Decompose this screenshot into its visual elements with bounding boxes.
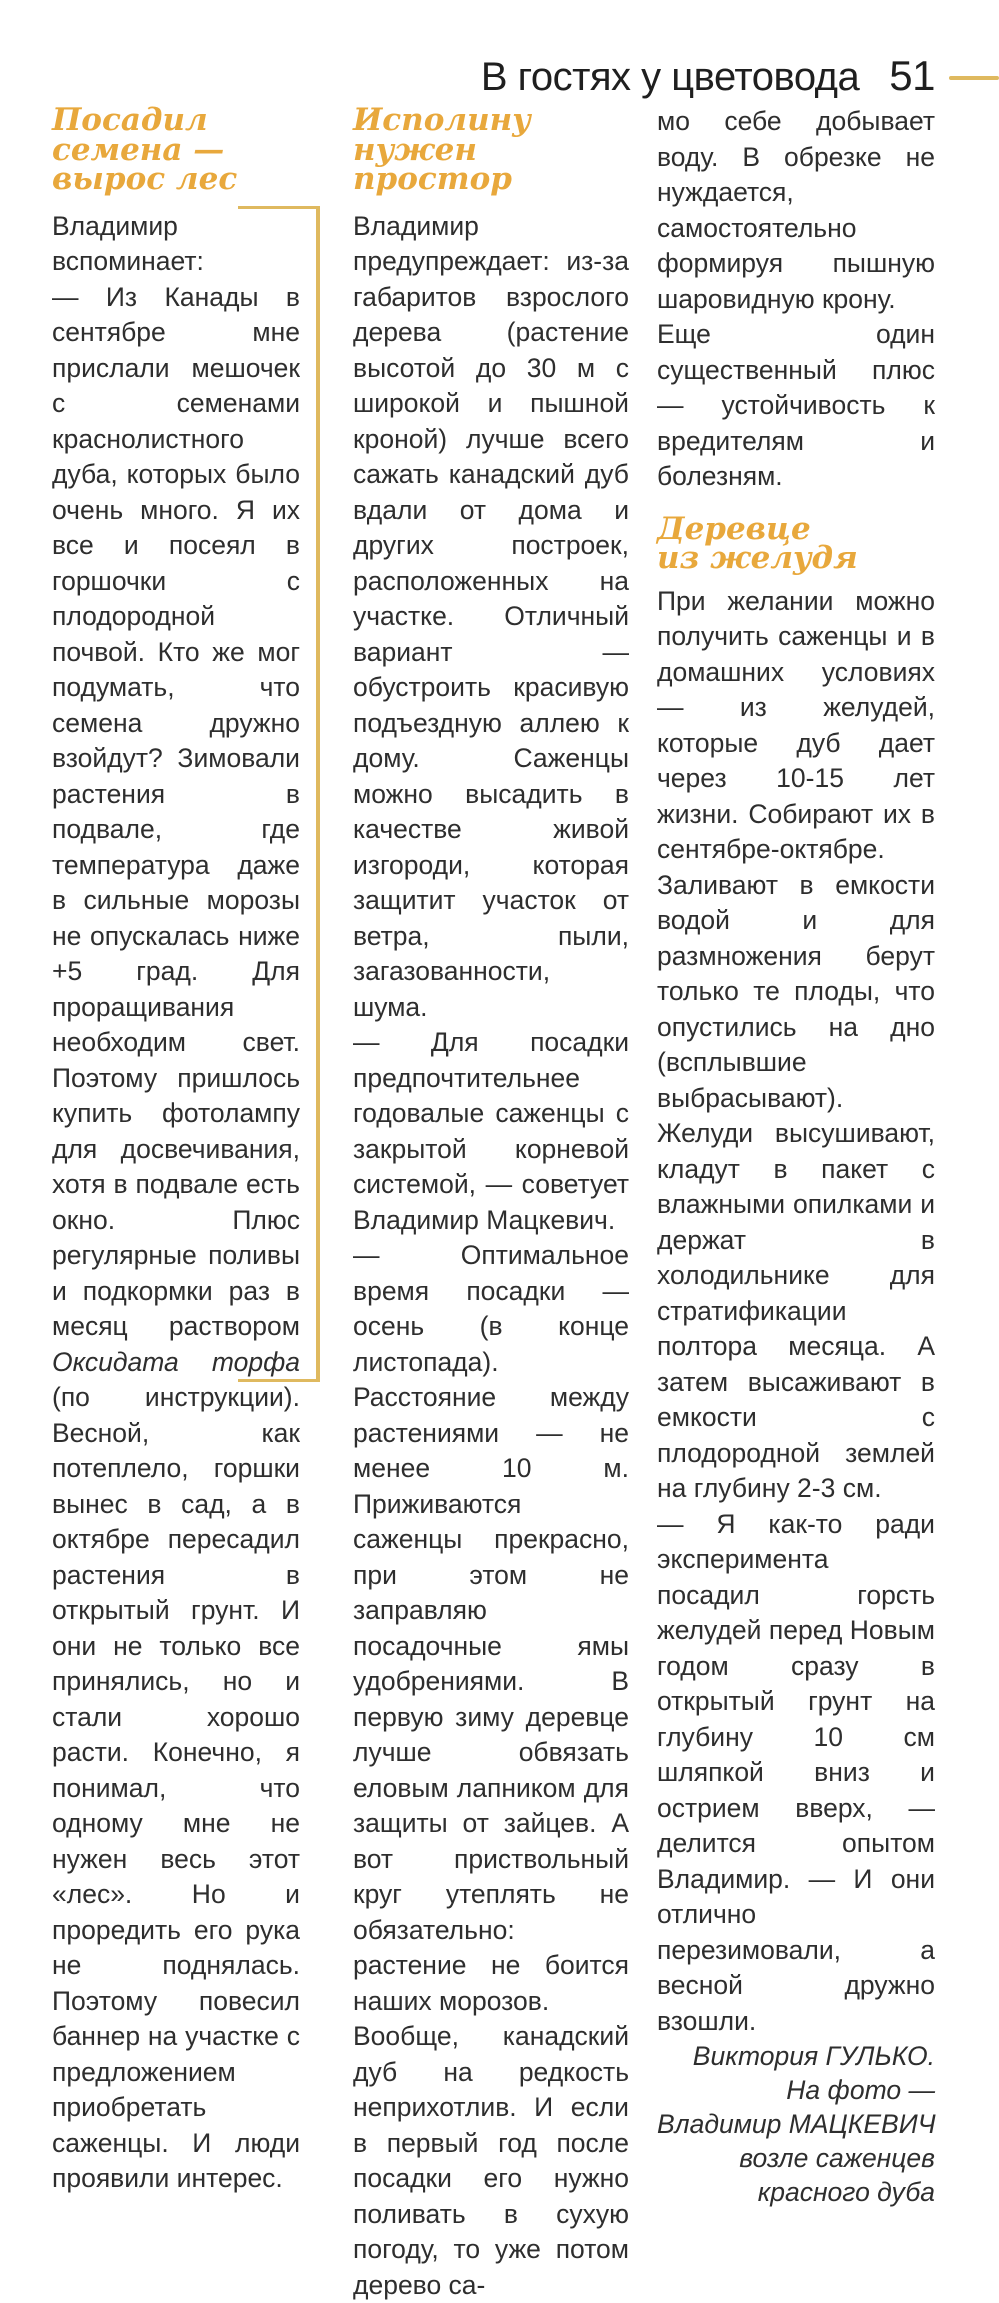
header-rule-line [949,76,999,80]
paragraph: Владимир предупреждает: из-за габаритов взрослого дерева (растение высотой до 30 м с широкой и пышной кроной) лучше всего сажать канадский дуб вдали от дома и других построек, расположенных на участке. Отличный вариант — обустроить красивую подъездную аллею к дому. Саженцы можно высадить в качестве живой изгороди, которая защитит участок от ветра, пыли, загазованности, шума. [353,210,629,1022]
credit-author: Виктория ГУЛЬКО. [692,2041,935,2071]
product-name-italic: Оксидата торфа [52,1346,300,1377]
article-2-heading [353,102,629,197]
paragraph-text: — Из Канады в сентябре мне прислали мешочек с семенами краснолистного дуба, которых было очень много. Я их все и посеял в горшочки с плодородной почвой. Кто же мог подумать, что семена дружно взойдут? Зимовали растения в подвале, где температура даже в сильные морозы не опускалась ниже +5 град. Для проращивания необходим свет. Поэтому пришлось купить фотолампу для досвечивания, хотя в подвале есть окно. Плюс регулярные поливы и подкормки раз в месяц раствором [52,281,300,1341]
heading-line: Посадил [52,102,208,138]
heading-line: Деревце [657,510,811,547]
paragraph: — Я как-то ради эксперимента посадил горсть желудей перед Новым годом сразу в открытый грунт на глубину 10 см шляпкой вниз и острием вверх, — делится опытом Владимир. — И они отлично перезимовали, а весной дружно взошли. [657,1508,935,2036]
article-column-1 [52,102,300,2197]
credit-caption-line: Владимир МАЦКЕВИЧ [657,2109,936,2139]
heading-line: из желудя [657,540,858,576]
paragraph: При желании можно получить саженцы и в домашних условиях — из желудей, которые дуб дает через 10-15 лет жизни. Собирают их в сентябре-октябре. Заливают в емкости водой и для размножения берут только те плоды, что опустились на дно (всплывшие выбрасывают). Желуди высушивают, кладут в пакет с влажными опилками и держат в холодильнике для стратификации полтора месяца. А затем высаживают в емкости с плодородной землей на глубину 2-3 см. [657,585,935,1503]
heading-line: нужен простор [353,131,512,197]
credit-caption-line: возле саженцев [739,2143,935,2173]
heading-line: Исполину [353,102,531,138]
paragraph: — Оптимальное время посадки — осень (в конце листопада). Расстояние между растениями — не менее 10 м. Приживаются саженцы прекрасно, при этом не заправляю посадочные ямы удобрениями. В первую зиму деревце лучше обвязать еловым лапником для защиты от зайцев. А вот приствольный круг утеплять не обязательно: растение не боится наших морозов. [353,1240,629,2016]
article-credits [657,2039,935,2209]
credit-caption-line: красного дуба [757,2177,935,2207]
paragraph: — Для посадки предпочтительнее годовалые саженцы с закрытой корневой системой, — советует Владимир Мацкевич. [353,1027,629,1235]
paragraph: Еще один существенный плюс — устойчивость к вредителям и болезням. [657,319,935,491]
paragraph [52,280,300,2197]
running-head [481,52,935,100]
heading-line: вырос лес [52,161,238,197]
article-column-3 [657,104,935,2209]
paragraph: Владимир вспоминает: [52,210,204,276]
paragraph: Вообще, канадский дуб на редкость неприхотлив. И если в первый год после посадки его нужно поливать в сухую погоду, то уже потом дерево са- [353,2021,629,2300]
article-column-2 [353,102,629,2303]
section-title: В гостях у цветовода [480,55,860,99]
heading-line: семена — [52,131,225,168]
paragraph: мо себе добывает воду. В обрезке не нуждается, самостоятельно формируя пышную шаровидную крону. [657,106,935,314]
paragraph-text: (по инструкции). Весной, как потеплело, горшки вынес в сад, а в октябре пересадил растения в открытый грунт. И они не только все принялись, но и стали хорошо расти. Конечно, я понимал, что одному мне не нужен весь этот «лес». Но и проредить его рука не поднялась. Поэтому повесил баннер на участке с предложением приобретать саженцы. И люди проявили интерес. [52,1382,300,2193]
page-number: 51 [889,52,935,99]
credit-caption-line: На фото — [786,2075,935,2105]
article-3-heading [657,510,935,576]
article-1-heading [52,102,300,197]
